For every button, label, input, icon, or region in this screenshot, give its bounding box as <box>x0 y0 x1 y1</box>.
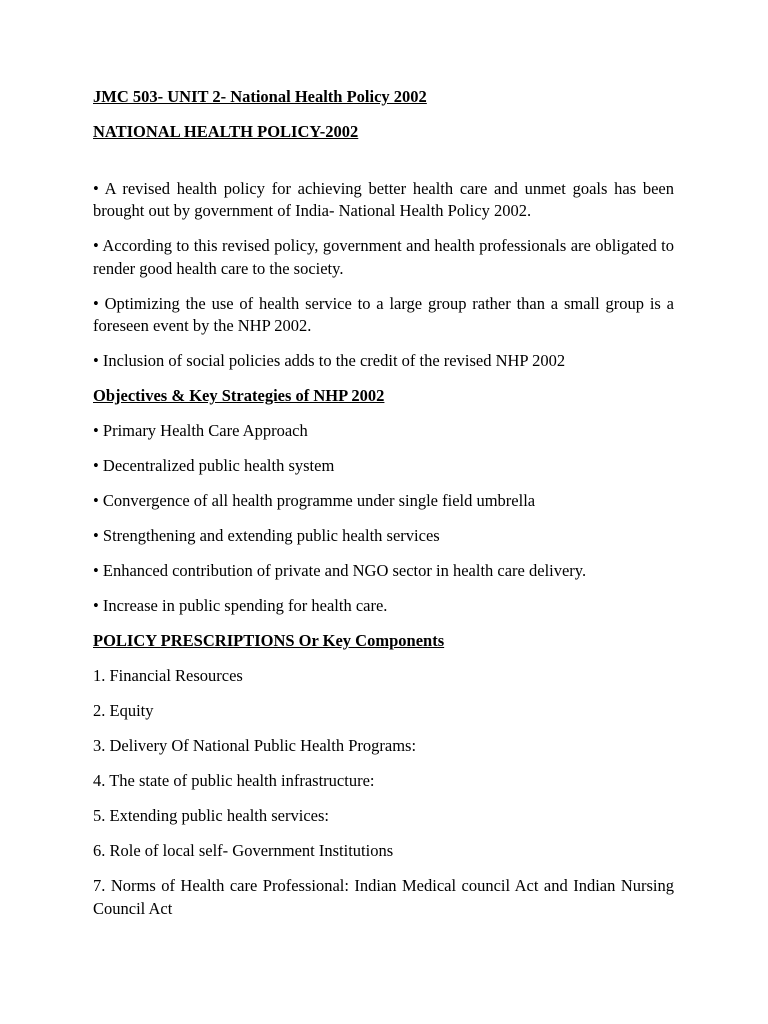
objective-item: • Enhanced contribution of private and NGO sector in health care delivery. <box>93 561 587 580</box>
intro-point: • According to this revised policy, government and health professionals are obligated to render good health care to the society. <box>93 236 674 278</box>
objective-item: • Increase in public spending for health care. <box>93 596 388 615</box>
section-heading-nhp: NATIONAL HEALTH POLICY-2002 <box>93 122 359 141</box>
prescription-item: 1. Financial Resources <box>93 666 243 685</box>
prescription-item: 4. The state of public health infrastructure: <box>93 771 375 790</box>
objective-item: • Strengthening and extending public health services <box>93 526 440 545</box>
intro-point: • Optimizing the use of health service to a large group rather than a small group is a foreseen event by the NHP 2002. <box>93 293 674 335</box>
prescription-item: 7. Norms of Health care Professional: Indian Medical council Act and Indian Nursing Council Act <box>93 876 674 918</box>
prescription-item: 3. Delivery Of National Public Health Programs: <box>93 736 417 755</box>
prescription-item: 5. Extending public health services: <box>93 806 329 825</box>
objective-item: • Decentralized public health system <box>93 456 335 475</box>
objective-item: • Primary Health Care Approach <box>93 421 308 440</box>
intro-point: • Inclusion of social policies adds to the credit of the revised NHP 2002 <box>93 351 566 370</box>
section-heading-objectives: Objectives & Key Strategies of NHP 2002 <box>93 386 385 405</box>
objective-item: • Convergence of all health programme under single field umbrella <box>93 491 536 510</box>
intro-point: • A revised health policy for achieving better health care and unmet goals has been brought out by government of India- National Health Policy 2002. <box>93 178 674 220</box>
prescription-item: 2. Equity <box>93 701 154 720</box>
document-title: JMC 503- UNIT 2- National Health Policy 2002 <box>93 87 427 106</box>
document-page <box>93 86 674 933</box>
section-heading-prescriptions: POLICY PRESCRIPTIONS Or Key Components <box>93 631 445 650</box>
prescription-item: 6. Role of local self- Government Institutions <box>93 841 394 860</box>
